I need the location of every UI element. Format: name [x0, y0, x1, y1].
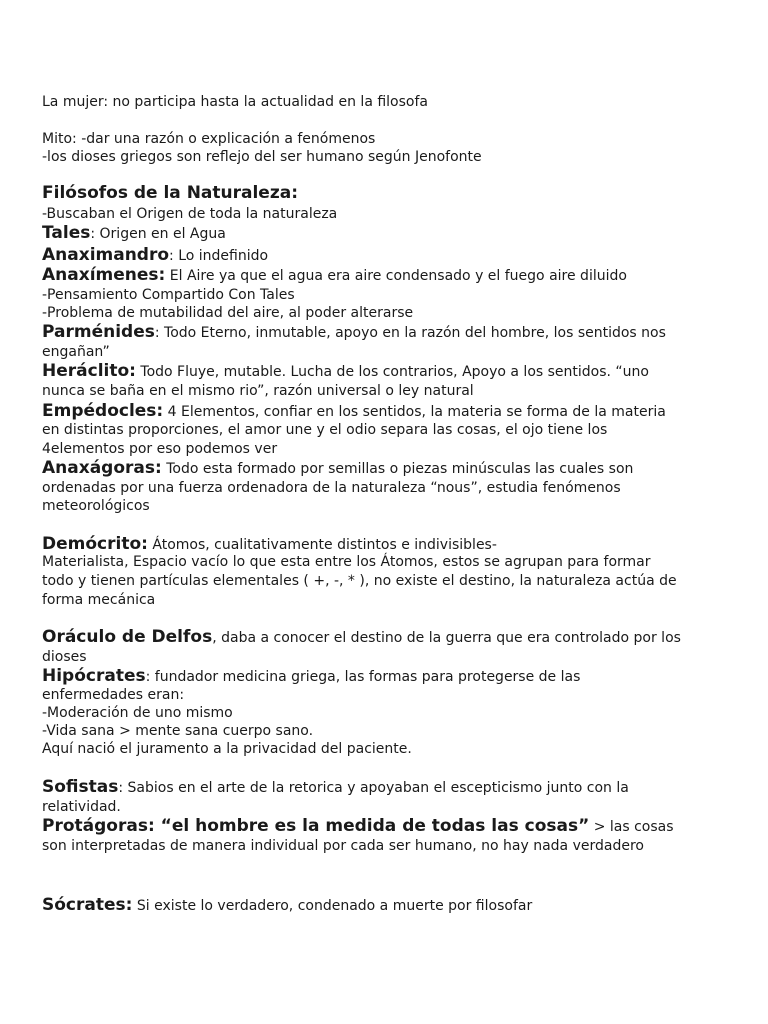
protagoras-entry — [42, 817, 674, 836]
hipocrates-entry — [42, 667, 580, 686]
protagoras-line-2: son interpretadas de manera individual por cada ser humano, no hay nada verdadero — [42, 838, 644, 854]
hipocrates-line-5: Aquí nació el juramento a la privacidad del paciente. — [42, 741, 412, 757]
heraclito-line-2: nunca se baña en el mismo rio”, razón universal o ley natural — [42, 383, 474, 399]
oraculo-heading: Oráculo de Delfos — [42, 627, 213, 647]
democrito-text: Átomos, cualitativamente distintos e indivisibles- — [147, 537, 497, 553]
hipocrates-line-2: enfermedades eran: — [42, 687, 185, 703]
anaximandro-heading: Anaximandro — [42, 245, 170, 265]
sofistas-heading: Sofistas — [42, 777, 119, 797]
anaximenes-text: El Aire ya que el agua era aire condensado y el fuego aire diluido — [165, 268, 627, 284]
sofistas-text: : Sabios en el arte de la retorica y apoyaban el escepticismo junto con la — [118, 780, 629, 796]
democrito-line-2: Materialista, Espacio vacío lo que esta entre los Átomos, estos se agrupan para formar — [42, 554, 651, 570]
empedocles-entry — [42, 402, 666, 421]
democrito-line-4: forma mecánica — [42, 592, 156, 608]
oraculo-line-2: dioses — [42, 649, 87, 665]
anaximenes-heading: Anaxímenes: — [42, 265, 166, 285]
tales-heading: Tales — [42, 223, 91, 243]
empedocles-text: 4 Elementos, confiar en los sentidos, la materia se forma de la materia — [163, 404, 666, 420]
parmenides-text: : Todo Eterno, inmutable, apoyo en la razón del hombre, los sentidos nos — [154, 325, 666, 341]
parmenides-heading: Parménides — [42, 322, 155, 342]
naturaleza-heading: Filósofos de la Naturaleza: — [42, 183, 298, 203]
hipocrates-text: : fundador medicina griega, las formas para protegerse de las — [145, 669, 581, 685]
heraclito-heading: Heráclito: — [42, 361, 136, 381]
anaximenes-entry — [42, 266, 627, 285]
democrito-entry — [42, 535, 497, 554]
empedocles-line-3: 4elementos por eso podemos ver — [42, 441, 278, 457]
democrito-line-3: todo y tienen partículas elementales ( +, -, * ), no existe el destino, la naturaleza actúa de — [42, 573, 677, 589]
anaximandro-text: : Lo indefinido — [169, 248, 269, 264]
empedocles-line-2: en distintas proporciones, el amor une y el odio separa las cosas, el ojo tiene los — [42, 422, 608, 438]
protagoras-heading: Protágoras: “el hombre es la medida de todas las cosas” — [42, 816, 590, 836]
hipocrates-heading: Hipócrates — [42, 666, 146, 686]
sofistas-entry — [42, 778, 629, 797]
oraculo-entry — [42, 628, 681, 647]
anaxagoras-entry — [42, 459, 633, 478]
tales-entry — [42, 224, 226, 243]
oraculo-text: , daba a conocer el destino de la guerra que era controlado por los — [212, 630, 681, 646]
anaximandro-entry — [42, 246, 268, 265]
anaxagoras-line-2: ordenadas por una fuerza ordenadora de la naturaleza “nous”, estudia fenómenos — [42, 480, 621, 496]
heraclito-text: Todo Fluye, mutable. Lucha de los contrarios, Apoyo a los sentidos. “uno — [135, 364, 649, 380]
naturaleza-line-1: -Buscaban el Origen de toda la naturaleza — [42, 206, 338, 222]
empedocles-heading: Empédocles: — [42, 401, 164, 421]
parmenides-entry — [42, 323, 666, 342]
tales-text: : Origen en el Agua — [90, 226, 226, 242]
hipocrates-line-4: -Vida sana > mente sana cuerpo sano. — [42, 723, 314, 739]
mito-line-1: Mito: -dar una razón o explicación a fenómenos — [42, 131, 376, 147]
anaxagoras-text: Todo esta formado por semillas o piezas minúsculas las cuales son — [161, 461, 634, 477]
anaximenes-line-2: -Pensamiento Compartido Con Tales — [42, 287, 295, 303]
socrates-entry — [42, 896, 532, 915]
heraclito-entry — [42, 362, 649, 381]
sofistas-line-2: relatividad. — [42, 799, 121, 815]
socrates-heading: Sócrates: — [42, 895, 133, 915]
anaximenes-line-3: -Problema de mutabilidad del aire, al poder alterarse — [42, 305, 414, 321]
socrates-text: Si existe lo verdadero, condenado a muerte por filosofar — [132, 898, 533, 914]
anaxagoras-heading: Anaxágoras: — [42, 458, 162, 478]
anaxagoras-line-3: meteorológicos — [42, 498, 150, 514]
woman-line: La mujer: no participa hasta la actualidad en la filosofa — [42, 94, 428, 110]
democrito-heading: Demócrito: — [42, 534, 148, 554]
protagoras-text: > las cosas — [589, 819, 674, 835]
mito-line-2: -los dioses griegos son reflejo del ser humano según Jenofonte — [42, 149, 482, 165]
hipocrates-line-3: -Moderación de uno mismo — [42, 705, 233, 721]
parmenides-line-2: engañan” — [42, 344, 110, 360]
